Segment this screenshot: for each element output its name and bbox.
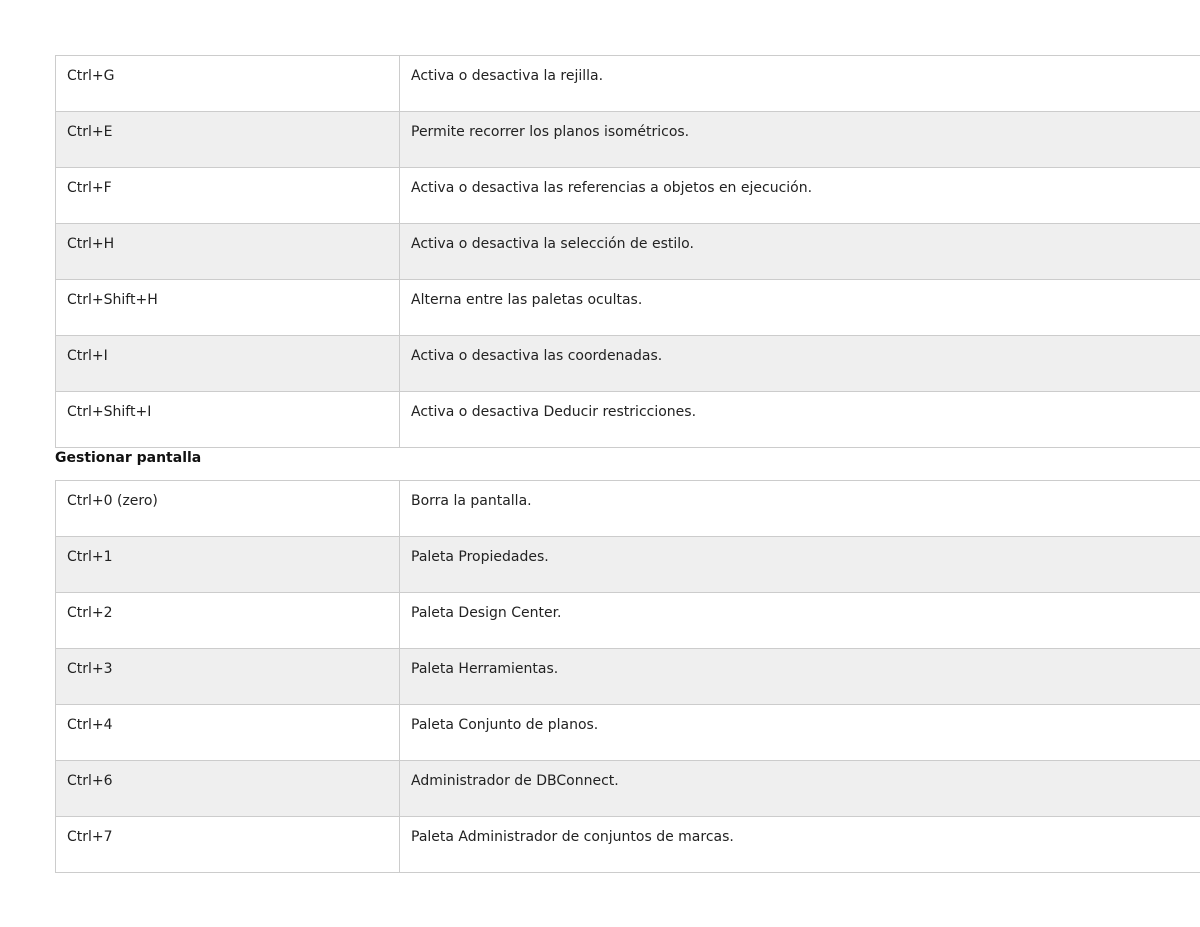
shortcut-key-cell xyxy=(56,280,400,336)
table-row xyxy=(56,336,1200,392)
shortcut-description-cell xyxy=(400,392,1200,448)
display-shortcuts-table xyxy=(55,480,1200,873)
section-heading: Gestionar pantalla xyxy=(55,450,202,466)
shortcut-description: Paleta Conjunto de planos. xyxy=(411,717,599,733)
shortcut-key-cell xyxy=(56,481,400,537)
shortcut-key: Ctrl+E xyxy=(67,124,113,140)
shortcut-key: Ctrl+1 xyxy=(67,549,113,565)
table-row xyxy=(56,280,1200,336)
shortcut-key-cell xyxy=(56,168,400,224)
shortcut-key-cell xyxy=(56,56,400,112)
shortcut-key: Ctrl+H xyxy=(67,236,115,252)
shortcut-description-cell xyxy=(400,761,1200,817)
shortcut-key: Ctrl+F xyxy=(67,180,112,196)
shortcut-key: Ctrl+0 (zero) xyxy=(67,493,158,509)
shortcut-description-cell xyxy=(400,280,1200,336)
table-row xyxy=(56,705,1200,761)
table-row xyxy=(56,112,1200,168)
table-row xyxy=(56,56,1200,112)
shortcut-description-cell xyxy=(400,705,1200,761)
shortcut-description: Activa o desactiva Deducir restricciones. xyxy=(411,404,697,420)
table-row xyxy=(56,817,1200,873)
shortcut-key-cell xyxy=(56,392,400,448)
shortcut-key: Ctrl+I xyxy=(67,348,108,364)
document-page xyxy=(55,55,1200,873)
shortcut-key: Ctrl+4 xyxy=(67,717,113,733)
table-row xyxy=(56,224,1200,280)
shortcut-key: Ctrl+6 xyxy=(67,773,113,789)
shortcut-key-cell xyxy=(56,224,400,280)
shortcut-description: Paleta Propiedades. xyxy=(411,549,549,565)
shortcut-description-cell xyxy=(400,336,1200,392)
table-row xyxy=(56,168,1200,224)
shortcut-description: Paleta Administrador de conjuntos de marcas. xyxy=(411,829,734,845)
table-row xyxy=(56,649,1200,705)
shortcut-description: Paleta Herramientas. xyxy=(411,661,559,677)
shortcut-description-cell xyxy=(400,481,1200,537)
shortcut-description-cell xyxy=(400,224,1200,280)
shortcut-description-cell xyxy=(400,649,1200,705)
shortcut-key-cell xyxy=(56,761,400,817)
shortcut-key: Ctrl+3 xyxy=(67,661,113,677)
table-row xyxy=(56,537,1200,593)
shortcut-key: Ctrl+7 xyxy=(67,829,113,845)
shortcut-description: Activa o desactiva las coordenadas. xyxy=(411,348,663,364)
shortcut-description: Activa o desactiva la selección de estilo. xyxy=(411,236,694,252)
shortcut-key: Ctrl+2 xyxy=(67,605,113,621)
shortcut-description-cell xyxy=(400,817,1200,873)
shortcut-description: Paleta Design Center. xyxy=(411,605,562,621)
shortcut-description-cell xyxy=(400,112,1200,168)
shortcut-description: Permite recorrer los planos isométricos. xyxy=(411,124,690,140)
shortcut-description-cell xyxy=(400,56,1200,112)
shortcut-key-cell xyxy=(56,112,400,168)
shortcut-description: Alterna entre las paletas ocultas. xyxy=(411,292,643,308)
shortcut-key-cell xyxy=(56,537,400,593)
shortcut-description-cell xyxy=(400,537,1200,593)
shortcut-key: Ctrl+G xyxy=(67,68,115,84)
shortcut-description: Borra la pantalla. xyxy=(411,493,532,509)
shortcut-key-cell xyxy=(56,649,400,705)
table-row xyxy=(56,481,1200,537)
table-row xyxy=(56,392,1200,448)
table-row xyxy=(56,761,1200,817)
shortcut-key-cell xyxy=(56,593,400,649)
shortcut-description: Activa o desactiva la rejilla. xyxy=(411,68,604,84)
shortcut-description: Activa o desactiva las referencias a objetos en ejecución. xyxy=(411,180,813,196)
shortcut-description-cell xyxy=(400,593,1200,649)
shortcut-key-cell xyxy=(56,336,400,392)
shortcuts-table xyxy=(55,55,1200,448)
table-row xyxy=(56,593,1200,649)
shortcut-description-cell xyxy=(400,168,1200,224)
shortcut-key-cell xyxy=(56,817,400,873)
shortcut-key: Ctrl+Shift+H xyxy=(67,292,158,308)
shortcut-key-cell xyxy=(56,705,400,761)
shortcut-description: Administrador de DBConnect. xyxy=(411,773,619,789)
shortcut-key: Ctrl+Shift+I xyxy=(67,404,152,420)
